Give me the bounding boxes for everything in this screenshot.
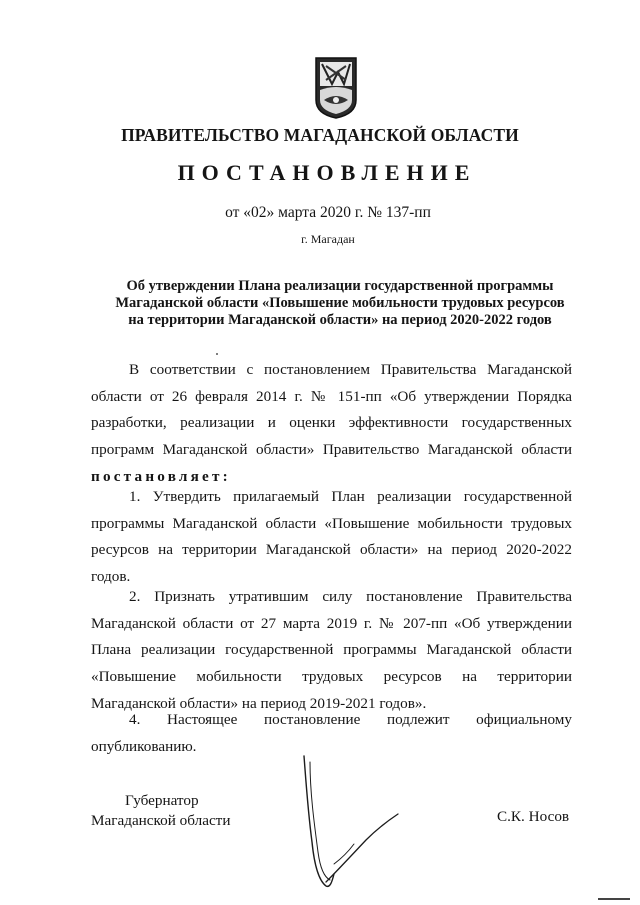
- scan-speck: [216, 353, 218, 355]
- document-subject-title: [70, 278, 610, 329]
- title-line: на территории Магаданской области» на период 2020-2022 годов: [128, 312, 552, 328]
- text-line: 2. Признать утратившим силу постановление Правительства: [129, 588, 572, 605]
- document-type-title: ПОСТАНОВЛЕНИЕ: [177, 160, 477, 185]
- position-title: Губернатор: [125, 792, 199, 809]
- scan-edge-mark: [598, 898, 630, 901]
- signatory-position: [91, 791, 230, 831]
- item-1-paragraph: [91, 484, 572, 591]
- preamble-paragraph: [91, 357, 572, 490]
- handwritten-signature-icon: [296, 752, 406, 892]
- text-line: программы Магаданской области «Повышение мобильности трудовых: [91, 514, 572, 532]
- text-line: 4. Настоящее постановление подлежит официальному: [129, 711, 572, 728]
- text-line: ресурсов на территории Магаданской области» на период 2020-2022: [91, 541, 572, 559]
- text-line: области от 26 февраля 2014 г. № 151-пп «Об утверждении Порядка: [91, 387, 572, 405]
- decree-colon: :: [222, 467, 228, 485]
- document-date-number: от «02» марта 2020 г. № 137-пп: [225, 204, 431, 221]
- text-line: В соответствии с постановлением Правительства Магаданской: [129, 361, 572, 378]
- signatory-name: С.К. Носов: [497, 808, 570, 825]
- document-city: г. Магадан: [301, 232, 355, 246]
- text-line: опубликованию.: [91, 737, 197, 755]
- text-line: Магаданской области от 27 марта 2019 г. № 207-пп «Об утверждении: [91, 614, 572, 632]
- text-line: «Повышение мобильности трудовых ресурсов на территории: [91, 668, 572, 686]
- text-line: разработки, реализации и оценки эффективности государственных: [91, 414, 572, 432]
- title-line: Об утверждении Плана реализации государственной программы: [126, 278, 554, 294]
- text-line: программ Магаданской области» Правительство Магаданской области: [91, 441, 572, 459]
- government-name: ПРАВИТЕЛЬСТВО МАГАДАНСКОЙ ОБЛАСТИ: [121, 125, 519, 145]
- coat-of-arms-icon: [314, 56, 358, 120]
- text-line: годов.: [91, 568, 131, 586]
- text-line: Магаданской области» на период 2019-2021 годов».: [91, 694, 427, 712]
- decree-word: постановляет: [91, 467, 223, 485]
- text-line: 1. Утвердить прилагаемый План реализации государственной: [129, 488, 572, 505]
- position-region: Магаданской области: [91, 812, 231, 829]
- title-line: Магаданской области «Повышение мобильности трудовых ресурсов: [115, 295, 565, 311]
- item-2-paragraph: [91, 584, 572, 717]
- text-line: Плана реализации государственной программы Магаданской области: [91, 641, 572, 659]
